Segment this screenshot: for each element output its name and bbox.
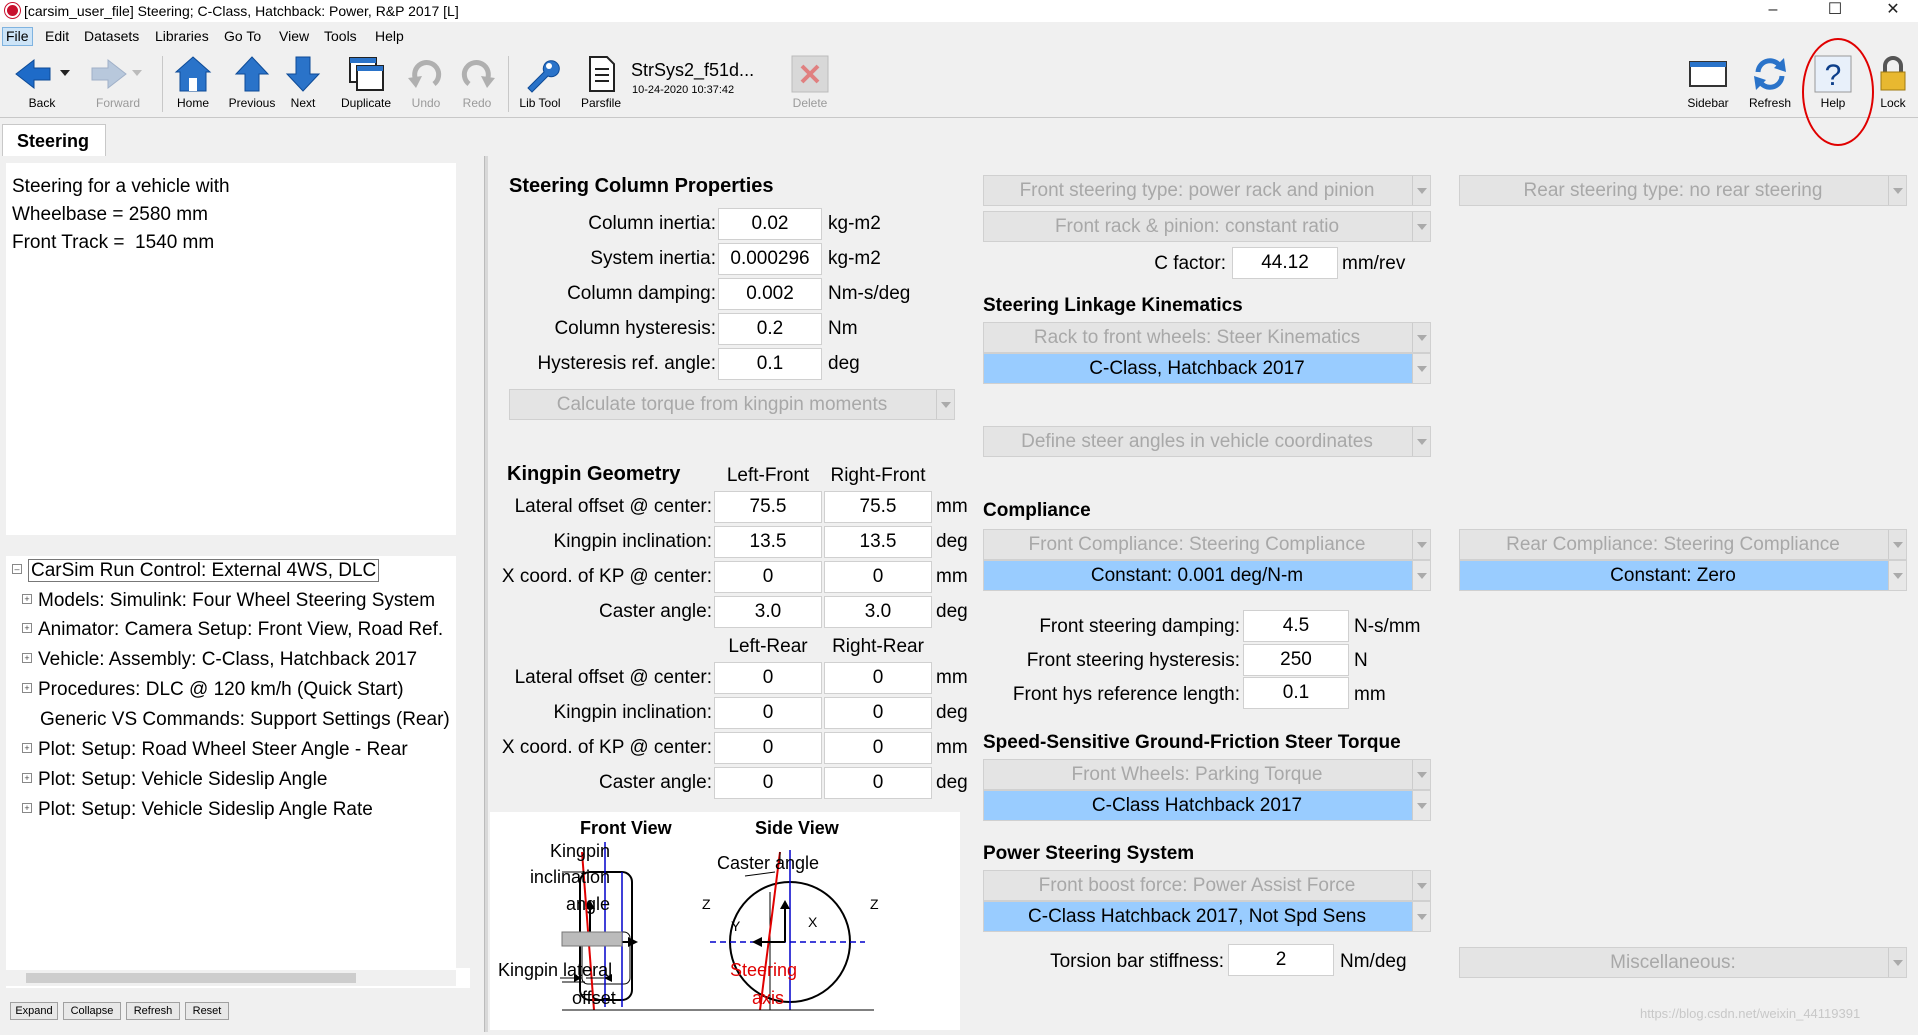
menu-libraries[interactable]: Libraries [155,28,209,44]
system-inertia-label: System inertia: [590,248,716,269]
menu-go-to[interactable]: Go To [224,28,262,44]
column-inertia-label: Column inertia: [588,213,716,234]
file-title: StrSys2_f51d... [631,60,755,80]
hysteresis-ref-angle-field[interactable]: 0.1 [718,348,822,380]
caster-angle-left-field[interactable]: 0 [714,767,822,799]
redo-icon [457,54,497,94]
side-view-label: Side View [755,818,839,838]
unit-label: deg [936,772,968,793]
duplicate-icon [346,54,386,94]
lock-icon [1873,54,1913,94]
description-line: Wheelbase = 2580 mm [12,204,208,225]
front-hys-ref-length-field[interactable]: 0.1 [1243,677,1349,709]
kingpin-inclination-right-field[interactable]: 13.5 [824,526,932,558]
unit-label: deg [936,531,968,552]
column-properties-title: Steering Column Properties [509,175,774,197]
toolbar-separator [162,56,163,112]
y-axis-label: Y [731,918,741,934]
front-steering-hysteresis-label: Front steering hysteresis: [1026,650,1240,671]
unit-label: deg [936,702,968,723]
description-line: Front Track = 1540 mm [12,232,215,253]
x-coord-kp-left-field[interactable]: 0 [714,732,822,764]
chevron-down-icon [1412,176,1430,205]
chevron-down-icon [1412,760,1430,789]
caster-angle-label: Caster angle: [598,772,712,793]
lateral-offset-left-field[interactable]: 0 [714,662,822,694]
x-coord-kp-label: X coord. of KP @ center: [501,737,712,758]
help-highlight-circle [1802,38,1874,146]
back-button[interactable]: Back [10,54,74,116]
forward-arrow-icon [88,54,148,94]
front-rack-pinion-combo[interactable]: Front rack & pinion: constant ratio [983,211,1431,242]
kingpin-geometry-title: Kingpin Geometry [507,463,681,485]
steering-axis-label: axis [752,988,785,1008]
right-front-header: Right-Front [830,465,926,486]
left-front-header: Left-Front [726,465,810,486]
chevron-down-icon [1412,354,1430,383]
torsion-bar-unit: Nm/deg [1340,951,1407,972]
chevron-down-icon [1412,427,1430,456]
file-date: 10-24-2020 10:37:42 [632,84,735,96]
wrench-icon [520,54,560,94]
unit-label: Nm [828,318,858,339]
unit-label: mm [936,667,968,688]
column-hysteresis-field[interactable]: 0.2 [718,313,822,345]
delete-button[interactable]: Delete [782,54,838,116]
power-steering-title: Power Steering System [983,843,1195,864]
expand-icon[interactable]: + [22,683,32,693]
chevron-down-icon [1888,561,1906,590]
left-rear-header: Left-Rear [728,636,808,657]
sidebar-icon [1685,54,1731,94]
unit-label: deg [828,353,860,374]
chevron-down-icon [1412,791,1430,820]
x-axis-label: X [808,914,818,930]
chevron-down-icon [1888,948,1906,977]
unit-label: N-s/mm [1354,616,1421,637]
undo-button[interactable]: Undo [398,54,454,116]
c-factor-unit: mm/rev [1342,253,1406,274]
tree-item[interactable]: + Animator: Camera Setup: Front View, Road Ref. [22,619,443,647]
chevron-down-icon [1412,902,1430,931]
right-rear-header: Right-Rear [832,636,924,657]
parking-torque-combo[interactable]: Front Wheels: Parking Torque [983,759,1431,790]
c-factor-label: C factor: [1154,253,1226,274]
front-steering-damping-field[interactable]: 4.5 [1243,610,1349,642]
tree-item[interactable]: + Plot: Setup: Vehicle Sideslip Angle Rate [22,799,373,827]
menu-tools[interactable]: Tools [324,28,357,44]
refresh-tree-button[interactable]: Refresh [126,1002,180,1020]
kingpin-incl-label: angle [565,894,610,914]
menu-datasets[interactable]: Datasets [84,28,140,44]
chevron-down-icon [1888,530,1906,559]
unit-label: mm [1354,684,1386,705]
unit-label: mm [936,737,968,758]
x-coord-kp-label: X coord. of KP @ center: [501,566,712,587]
up-arrow-icon [232,54,272,94]
caster-angle-label: Caster angle: [598,601,712,622]
collapse-button[interactable]: Collapse [63,1002,121,1020]
expand-button[interactable]: Expand [10,1002,58,1020]
z-axis-label: Z [870,896,879,912]
minimize-button[interactable]: – [1768,1,1778,18]
caster-angle-label: Caster angle [717,853,820,873]
kingpin-inclination-label: Kingpin inclination: [553,531,712,552]
home-button[interactable]: Home [165,54,221,116]
linkage-title: Steering Linkage Kinematics [983,295,1243,316]
torsion-bar-label: Torsion bar stiffness: [1050,951,1224,972]
tree-item[interactable]: + Plot: Setup: Vehicle Sideslip Angle [22,769,327,797]
column-hysteresis-label: Column hysteresis: [554,318,716,339]
x-coord-kp-right-field[interactable]: 0 [824,732,932,764]
document-icon [581,54,621,94]
chevron-down-icon [1412,561,1430,590]
expand-icon[interactable]: + [22,803,32,813]
unit-label: kg-m2 [828,248,881,269]
front-view-label: Front View [580,818,672,838]
close-button[interactable]: ✕ [1886,1,1900,18]
forward-button[interactable]: Forward [86,54,150,116]
tree-item[interactable]: Generic VS Commands: Support Settings (Rear) [40,709,450,730]
expand-icon[interactable]: + [22,743,32,753]
expand-icon[interactable]: + [22,653,32,663]
toolbar-separator [508,56,509,112]
kingpin-incl-label: inclination [529,867,610,887]
chevron-down-icon [936,390,954,419]
kingpin-incl-label: Kingpin [550,841,611,861]
hysteresis-ref-angle-label: Hysteresis ref. angle: [537,353,716,374]
lateral-offset-right-field[interactable]: 75.5 [824,491,932,523]
kingpin-inclination-right-field[interactable]: 0 [824,697,932,729]
kingpin-inclination-label: Kingpin inclination: [553,702,712,723]
sidebar-button[interactable]: Sidebar [1680,54,1736,116]
redo-button[interactable]: Redo [449,54,505,116]
torsion-bar-field[interactable]: 2 [1228,944,1334,976]
kingpin-diagram [490,812,960,1030]
previous-button[interactable]: Previous [224,54,280,116]
carsim-app-icon [5,3,20,18]
boost-force-dataset-link[interactable]: C-Class Hatchback 2017, Not Spd Sens [983,901,1431,932]
help-button[interactable]: ? Help [1805,54,1861,116]
system-inertia-field[interactable]: 0.000296 [718,243,822,275]
maximize-button[interactable]: ☐ [1827,1,1843,18]
boost-force-combo[interactable]: Front boost force: Power Assist Force [983,870,1431,901]
panel-splitter[interactable] [484,156,488,1032]
menu-view[interactable]: View [279,28,310,44]
front-steering-damping-label: Front steering damping: [1039,616,1240,637]
unit-label: Nm-s/deg [828,283,911,304]
kingpin-lateral-label: offset [572,988,616,1008]
front-hys-ref-length-label: Front hys reference length: [1012,684,1240,705]
lib-tool-button[interactable]: Lib Tool [512,54,568,116]
run-control-tree [6,556,470,988]
description-box[interactable] [6,163,470,535]
window-title: [carsim_user_file] Steering; C-Class, Hatchback: Power, R&P 2017 [L] [24,3,459,19]
front-compliance-combo[interactable]: Front Compliance: Steering Compliance [983,529,1431,560]
caster-angle-right-field[interactable]: 0 [824,767,932,799]
linkage-dataset-link[interactable]: C-Class, Hatchback 2017 [983,353,1431,384]
svg-text:?: ? [1824,59,1842,92]
lock-button[interactable]: Lock [1867,54,1918,116]
lateral-offset-label: Lateral offset @ center: [514,496,712,517]
unit-label: mm [936,566,968,587]
kingpin-inclination-left-field[interactable]: 0 [714,697,822,729]
scrollbar-thumb[interactable] [26,973,356,983]
tree-item[interactable]: + Plot: Setup: Road Wheel Steer Angle - Rear [22,739,408,767]
reset-button[interactable]: Reset [185,1002,229,1020]
chevron-down-icon [1412,871,1430,900]
tree-root[interactable]: – CarSim Run Control: External 4WS, DLC [12,560,379,588]
front-steering-hysteresis-field[interactable]: 250 [1243,644,1349,676]
caster-angle-left-field[interactable]: 3.0 [714,596,822,628]
unit-label: mm [936,496,968,517]
down-arrow-icon [283,54,323,94]
menu-file[interactable]: File [2,27,33,46]
compliance-title: Compliance [983,500,1091,521]
duplicate-button[interactable]: Duplicate [336,54,396,116]
define-steer-angles-combo[interactable]: Define steer angles in vehicle coordinates [983,426,1431,457]
next-button[interactable]: Next [275,54,331,116]
rear-compliance-combo[interactable]: Rear Compliance: Steering Compliance [1459,529,1907,560]
torque-calc-combo[interactable]: Calculate torque from kingpin moments [509,389,955,420]
parsfile-button[interactable]: Parsfile [573,54,629,116]
description-scrollbar[interactable] [456,163,470,535]
expand-icon[interactable]: + [22,773,32,783]
front-steering-type-combo[interactable]: Front steering type: power rack and pinion [983,175,1431,206]
kingpin-lateral-label: Kingpin lateral [498,960,613,980]
expand-icon[interactable]: + [22,594,32,604]
refresh-icon [1750,54,1790,94]
undo-icon [406,54,446,94]
column-damping-label: Column damping: [567,283,716,304]
kingpin-inclination-left-field[interactable]: 13.5 [714,526,822,558]
lateral-offset-right-field[interactable]: 0 [824,662,932,694]
tree-item[interactable]: + Models: Simulink: Four Wheel Steering System [22,590,435,618]
menu-bar [0,27,1918,47]
rear-compliance-dataset-link[interactable]: Constant: Zero [1459,560,1907,591]
home-icon [173,54,213,94]
caster-angle-right-field[interactable]: 3.0 [824,596,932,628]
column-inertia-field[interactable]: 0.02 [718,208,822,240]
chevron-down-icon [1412,323,1430,352]
unit-label: deg [936,601,968,622]
delete-x-icon [790,54,830,94]
c-factor-field[interactable]: 44.12 [1232,247,1338,279]
chevron-down-icon [1412,530,1430,559]
miscellaneous-combo[interactable]: Miscellaneous: [1459,947,1907,978]
z-axis-label: Z [702,896,711,912]
steering-axis-label: Steering [730,960,798,980]
lateral-offset-left-field[interactable]: 75.5 [714,491,822,523]
menu-help[interactable]: Help [375,28,404,44]
front-compliance-dataset-link[interactable]: Constant: 0.001 deg/N-m [983,560,1431,591]
parking-torque-dataset-link[interactable]: C-Class Hatchback 2017 [983,790,1431,821]
collapse-icon[interactable]: – [12,564,22,574]
tree-item[interactable]: + Procedures: DLC @ 120 km/h (Quick Start) [22,679,404,707]
unit-label: N [1354,650,1368,671]
title-bar [0,0,1918,22]
toolbar [0,50,1918,118]
x-coord-kp-left-field[interactable]: 0 [714,561,822,593]
chevron-down-icon [1412,212,1430,241]
tree-item[interactable]: + Vehicle: Assembly: C-Class, Hatchback 2017 [22,649,417,677]
column-damping-field[interactable]: 0.002 [718,278,822,310]
x-coord-kp-right-field[interactable]: 0 [824,561,932,593]
ground-friction-title: Speed-Sensitive Ground-Friction Steer Torque [983,732,1401,753]
unit-label: kg-m2 [828,213,881,234]
rear-steering-type-combo[interactable]: Rear steering type: no rear steering [1459,175,1907,206]
tree-horizontal-scrollbar[interactable] [6,970,456,986]
tab-steering[interactable]: Steering [2,124,106,156]
lateral-offset-label: Lateral offset @ center: [514,667,712,688]
expand-icon[interactable]: + [22,623,32,633]
back-arrow-icon [12,54,72,94]
watermark: https://blog.csdn.net/weixin_44119391 [1640,1006,1861,1021]
refresh-button[interactable]: Refresh [1742,54,1798,116]
rack-to-wheels-combo[interactable]: Rack to front wheels: Steer Kinematics [983,322,1431,353]
menu-edit[interactable]: Edit [45,28,70,44]
chevron-down-icon [1888,176,1906,205]
description-line: Steering for a vehicle with [12,176,230,197]
tree-vertical-scrollbar[interactable] [456,556,470,968]
